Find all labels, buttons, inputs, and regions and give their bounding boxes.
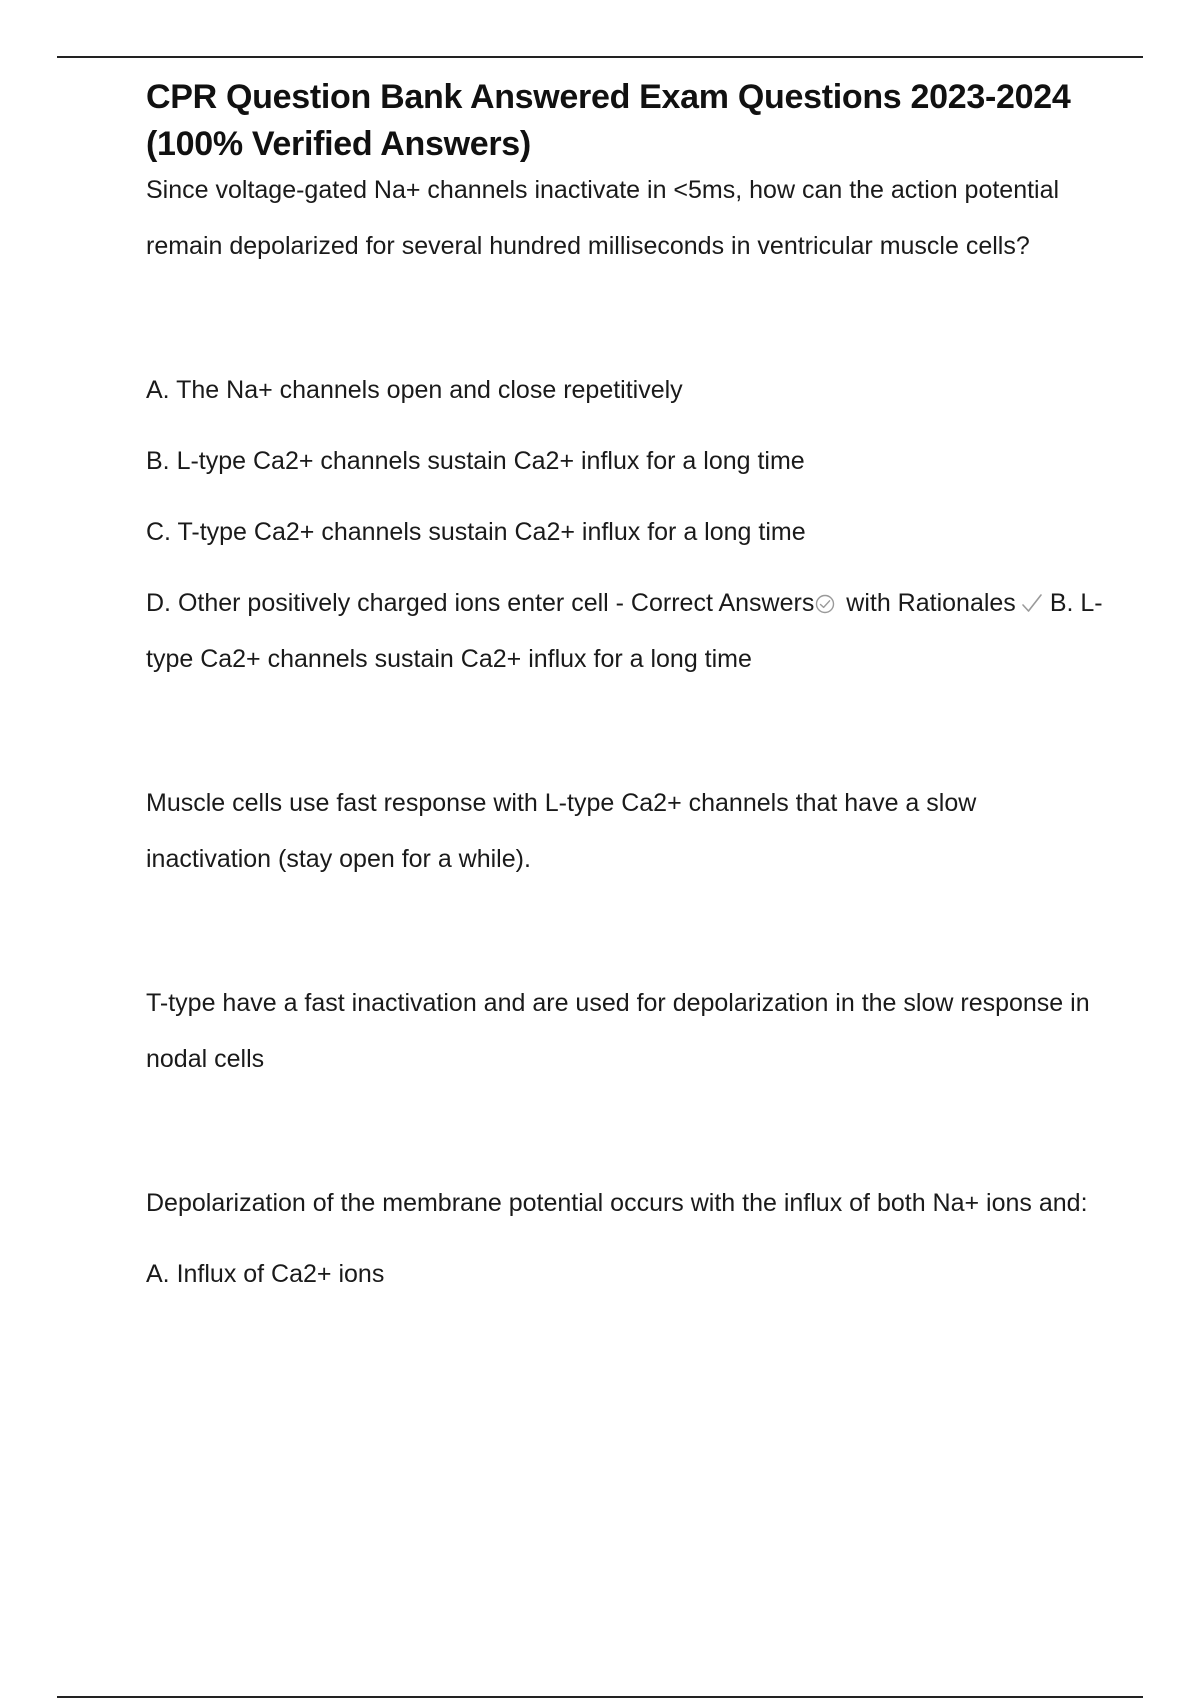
spacer	[146, 418, 1106, 433]
document-body	[146, 74, 1106, 1302]
spacer	[146, 1231, 1106, 1246]
question-1-option-b: B. L-type Ca2+ channels sustain Ca2+ influx for a long time	[146, 447, 805, 475]
question-1-text: Since voltage-gated Na+ channels inactivate in <5ms, how can the action potential remain depolarized for several hundred milliseconds in ventricular muscle cells?	[146, 176, 1060, 260]
question-1-option-a: A. The Na+ channels open and close repetitively	[146, 376, 683, 404]
question-2-text: Depolarization of the membrane potential occurs with the influx of both Na+ ions and:	[146, 1189, 1088, 1217]
spacer	[146, 687, 1106, 775]
rationale-paragraph-2: T-type have a fast inactivation and are used for depolarization in the slow response in nodal cells	[146, 989, 1090, 1073]
document-title: CPR Question Bank Answered Exam Questions 2023-2024 (100% Verified Answers)	[146, 78, 1071, 163]
rationale-paragraph-1: Muscle cells use fast response with L-type Ca2+ channels that have a slow inactivation (stay open for a while).	[146, 789, 977, 873]
spacer	[146, 274, 1106, 362]
question-2-option-a: A. Influx of Ca2+ ions	[146, 1260, 385, 1288]
spacer	[146, 560, 1106, 575]
spacer	[146, 1087, 1106, 1175]
correct-answer: B. L-type Ca2+ channels sustain Ca2+ influx for a long time	[146, 589, 1103, 673]
bottom-rule	[57, 1696, 1143, 1698]
option-d-text: D. Other positively charged ions enter cell - Correct Answers	[146, 589, 815, 617]
question-1-option-d-with-answer	[146, 575, 1106, 687]
check-mark-icon	[1020, 578, 1044, 600]
top-rule	[57, 56, 1143, 58]
question-1-option-c: C. T-type Ca2+ channels sustain Ca2+ influx for a long time	[146, 518, 806, 546]
rationales-label: with Rationales	[839, 589, 1016, 617]
spacer	[146, 887, 1106, 975]
spacer	[146, 489, 1106, 504]
check-circle-icon	[815, 578, 835, 598]
